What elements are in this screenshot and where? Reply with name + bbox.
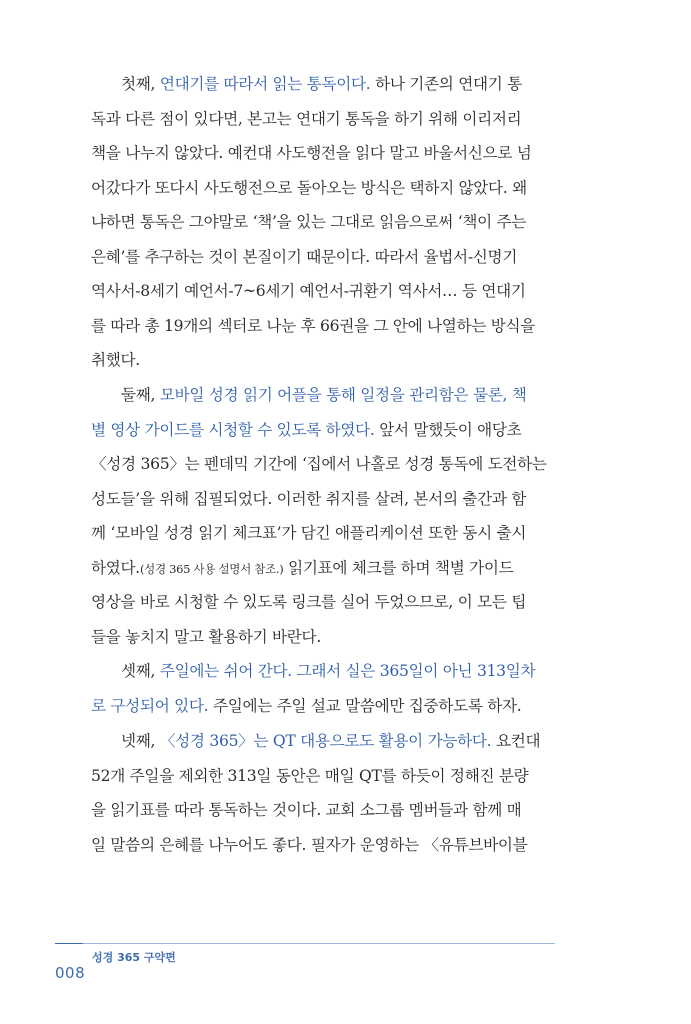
text-span: 첫째, [121,75,160,93]
text-span: 책을 나누지 않았다. 예컨대 사도행전을 읽다 말고 바울서신으로 넘 [91,144,532,162]
text-line [91,620,555,655]
highlighted-text: 모바일 성경 읽기 어플을 통해 일정을 관리함은 물론, 책 [159,386,527,404]
text-line [91,585,555,620]
text-line [91,759,555,794]
text-span: 께 ‘모바일 성경 읽기 체크표’가 담긴 애플리케이션 또한 동시 출시 [91,524,527,542]
page-number: 008 [55,964,86,982]
text-line [91,274,555,309]
highlighted-text: 연대기를 따라서 읽는 통독이다. [159,75,371,93]
footer-rule [55,943,555,944]
text-line [91,516,555,551]
text-span: 은혜’를 추구하는 것이 본질이기 때문이다. 따라서 율법서-신명기 [91,247,518,266]
highlighted-text: 로 구성되어 있다. [91,696,209,715]
text-span: 둘째, [121,386,160,404]
text-span: 앞서 말했듯이 애당초 [374,420,522,439]
text-line [91,171,555,206]
highlighted-text: 〈성경 365〉는 QT 대용으로도 활용이 가능하다. [159,732,492,750]
text-span: 를 따라 총 19개의 섹터로 나눈 후 66권을 그 안에 나열하는 방식을 [91,316,536,335]
text-line [91,551,555,586]
text-line [91,136,555,171]
text-line [91,447,555,482]
paragraph [91,654,555,723]
text-span: 읽기표에 체크를 하며 책별 가이드 [283,558,514,577]
text-line [91,378,555,413]
text-span: 독과 다른 점이 있다면, 본고는 연대기 통독을 하기 위해 이리저리 [91,109,522,128]
text-span: 어갔다가 또다시 사도행전으로 돌아오는 방식은 택하지 않았다. 왜 [91,178,527,197]
text-line [91,413,555,448]
paragraph [91,378,555,654]
text-line [91,724,555,759]
text-span: 셋째, [121,662,160,680]
running-footer-title: 성경 365 구약편 [92,951,176,964]
text-span: 들을 놓치지 말고 활용하기 바란다. [91,627,321,646]
text-span: 역사서-8세기 예언서-7~6세기 예언서-귀환기 역사서… 등 연대기 [91,282,526,300]
text-line [91,793,555,828]
text-line [91,67,555,102]
text-span: 하였다. [91,558,140,577]
text-line [91,828,555,863]
text-span: 〈성경 365〉는 펜데믹 기간에 ‘집에서 나홀로 성경 통독에 도전하는 [91,455,547,473]
text-span: 주일에는 주일 설교 말씀에만 집중하도록 하자. [208,696,522,715]
highlighted-text: 별 영상 가이드를 시청할 수 있도록 하였다. [91,420,375,439]
text-line [91,654,555,689]
text-span: 요컨대 [491,732,541,750]
text-span: 취했다. [91,351,140,369]
text-span: 하나 기존의 연대기 통 [370,75,522,93]
text-line [91,240,555,275]
text-span: 일 말씀의 은혜를 나누어도 좋다. 필자가 운영하는 〈유튜브바이블 [91,835,528,854]
paragraph [91,724,555,862]
text-line [91,205,555,240]
text-span: 을 읽기표를 따라 통독하는 것이다. 교회 소그룹 멤버들과 함께 매 [91,801,522,819]
text-span: 넷째, [121,732,160,750]
text-span: 영상을 바로 시청할 수 있도록 링크를 실어 두었으므로, 이 모든 팁 [91,593,527,611]
text-line [91,309,555,344]
paragraph [91,67,555,378]
text-span: (성경 365 사용 설명서 참조.) [139,561,284,576]
text-span: 52개 주일을 제외한 313일 동안은 매일 QT를 하듯이 정해진 분량 [91,766,529,785]
highlighted-text: 주일에는 쉬어 간다. 그래서 실은 365일이 아닌 313일차 [159,662,536,680]
text-span: 성도들’을 위해 집필되었다. 이러한 취지를 살려, 본서의 출간과 함 [91,489,527,508]
text-line [91,689,555,724]
text-line [91,343,555,378]
text-line [91,482,555,517]
text-line [91,102,555,137]
text-span: 냐하면 통독은 그야말로 ‘책’을 있는 그대로 읽음으로써 ‘책이 주는 [91,213,527,231]
